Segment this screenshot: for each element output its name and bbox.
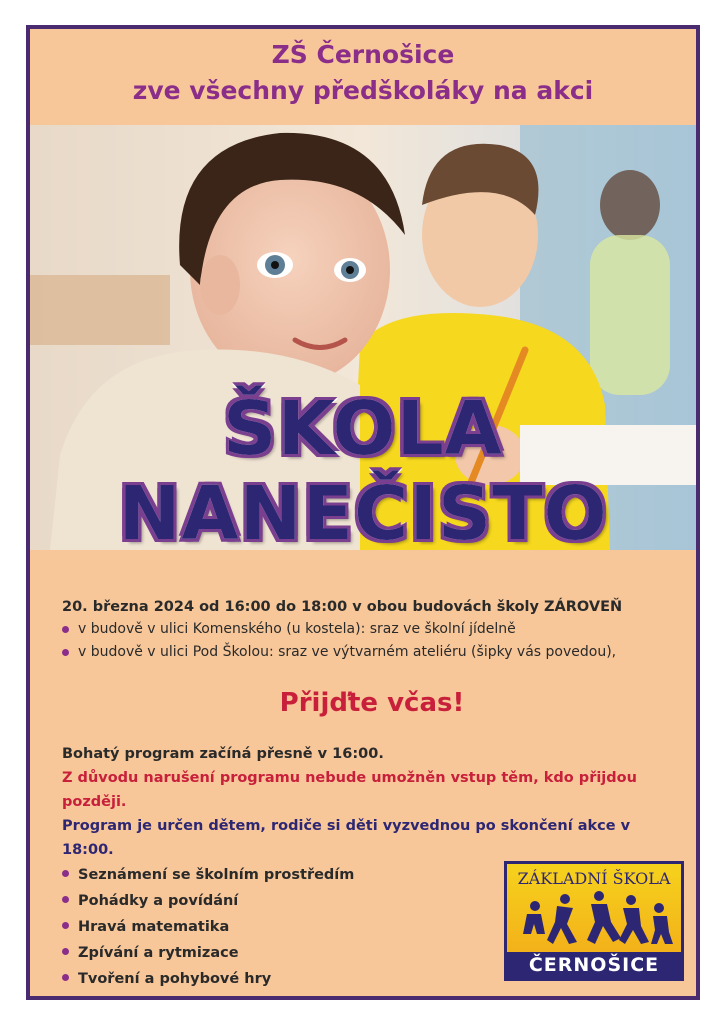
poster-header <box>30 29 696 125</box>
header-invitation: zve všechny předškoláky na akci <box>132 76 594 105</box>
running-children-icon <box>507 864 681 952</box>
logo-bottom-text: ČERNOŠICE <box>507 952 681 978</box>
school-logo <box>504 861 684 981</box>
logo-top <box>507 864 681 952</box>
start-note: Bohatý program začíná přesně v 16:00. <box>62 746 384 762</box>
location-item: v budově v ulici Komenského (u kostela): sraz ve školní jídelně <box>62 618 682 641</box>
program-item: Tvoření a pohybové hry <box>62 966 682 992</box>
late-warning: Z důvodu narušení programu nebude umožněn vstup těm, kdo přijdou později. <box>62 770 637 810</box>
program-item: Hravá matematika <box>62 914 682 940</box>
program-item: Pohádky a povídání <box>62 888 682 914</box>
location-list <box>62 618 682 664</box>
location-item: v budově v ulici Pod Školou: sraz ve výtvarném ateliéru (šipky vás povedou), <box>62 641 682 664</box>
event-title-line2: NANEČISTO <box>118 471 608 557</box>
logo-top-text: ZÁKLADNÍ ŠKOLA <box>517 869 671 888</box>
event-title-line1: ŠKOLA <box>223 386 503 472</box>
event-date: 20. března 2024 od 16:00 do 18:00 v obou budovách školy ZÁROVEŇ <box>62 599 623 615</box>
program-item: Zpívání a rytmizace <box>62 940 682 966</box>
program-item: Seznámení se školním prostředím <box>62 862 682 888</box>
header-school-name: ZŠ Černošice <box>271 40 455 69</box>
poster-frame <box>26 25 700 1000</box>
call-to-action: Přijďte včas! <box>279 688 465 718</box>
audience-note: Program je určen dětem, rodiče si děti vyzvednou po skončení akce v 18:00. <box>62 818 631 858</box>
